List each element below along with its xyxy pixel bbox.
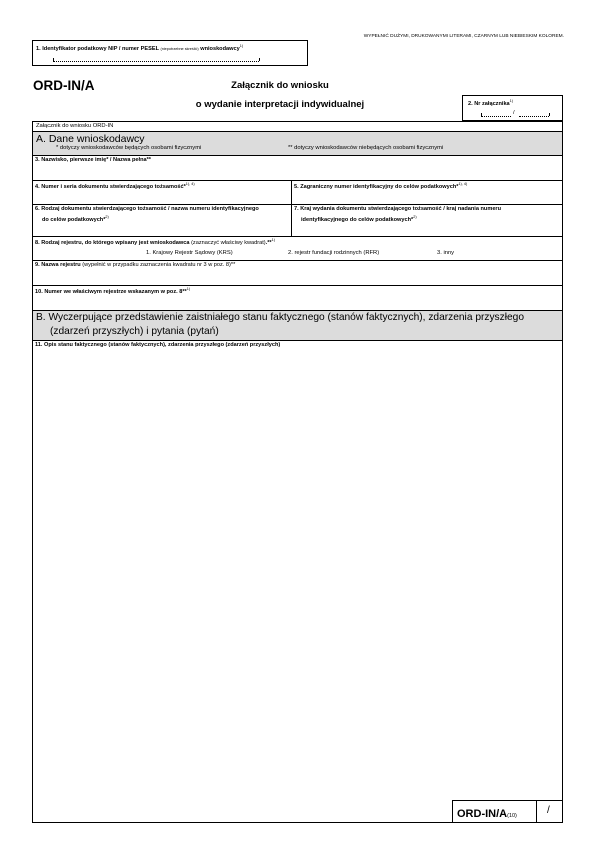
facts-description-label: 11. Opis stanu faktycznego (stanów faktycznych), zdarzenia przyszłego (zdarzeń przyszłych) xyxy=(35,342,281,348)
section-intro: Załącznik do wniosku ORD-IN xyxy=(36,123,114,129)
tax-id-label: 1. Identyfikator podatkowy NIP / numer PESEL (niepotrzebne skreślić) wnioskodawcy$^{1)}$ xyxy=(36,44,244,52)
form-title-line2: o wydanie interpretacji indywidualnej xyxy=(195,99,365,110)
register-name-label: 9. Nazwa rejestru (wypełnić w przypadku zaznaczenia kwadratu nr 3 w poz. 8)** xyxy=(35,262,236,268)
footer-form-code: ORD-IN/A(10) xyxy=(457,808,517,820)
register-name-field[interactable] xyxy=(33,261,562,284)
section-a-note-nonnatural: ** dotyczy wnioskodawców niebędących osobami fizycznymi xyxy=(288,145,444,151)
register-option-krs[interactable]: 1. Krajowy Rejestr Sądowy (KRS) xyxy=(146,250,233,256)
tax-id-field[interactable] xyxy=(32,40,308,66)
section-b-title-line2: (zdarzeń przyszłych) i pytania (pytań) xyxy=(50,326,219,337)
section-a-header xyxy=(33,132,562,155)
footer-page-slash: / xyxy=(547,805,550,816)
attachment-number-label: 2. Nr załącznika$^{1)}$ xyxy=(468,99,514,107)
register-number-field[interactable] xyxy=(33,286,562,309)
attachment-number-slash: / xyxy=(513,110,515,116)
register-type-label: 8. Rodzaj rejestru, do którego wpisany jest wnioskodawca (zaznaczyć właściwy kwadrat).**$^{1)}$ xyxy=(35,238,275,246)
id-document-type-field[interactable] xyxy=(33,205,291,235)
foreign-tax-id-field[interactable] xyxy=(292,181,562,203)
register-option-other[interactable]: 3. inny xyxy=(437,250,455,256)
foreign-tax-id-label: 5. Zagraniczny numer identyfikacyjny do celów podatkowych*$^{1), 4)}$ xyxy=(294,182,468,190)
section-a-note-natural: * dotyczy wnioskodawców będących osobami fizycznymi xyxy=(56,145,202,151)
facts-description-field[interactable] xyxy=(33,350,562,822)
name-field-label: 3. Nazwisko, pierwsze imię* / Nazwa pełna** xyxy=(35,157,151,163)
tax-id-entry-line xyxy=(53,57,259,62)
footer-form-code-box xyxy=(452,800,563,823)
id-document-number-field[interactable] xyxy=(33,181,291,203)
form-code: ORD-IN/A xyxy=(33,78,95,93)
issuing-country-label: 7. Kraj wydania dokumentu stwierdzającego tożsamość / kraj nadania numeru identyfikacyjnego do celów podatkowych*$^{2)}$ xyxy=(294,206,502,223)
name-field[interactable] xyxy=(33,156,562,179)
issuing-country-field[interactable] xyxy=(292,205,562,235)
register-option-rfr[interactable]: 2. rejestr fundacji rodzinnych (RFR) xyxy=(288,250,380,256)
id-document-type-label: 6. Rodzaj dokumentu stwierdzającego tożsamość / nazwa numeru identyfikacyjnego do celów podatkowych*$^{2)}$ xyxy=(35,206,259,223)
id-document-number-label: 4. Numer i seria dokumentu stwierdzającego tożsamość*$^{1), 4)}$ xyxy=(35,182,195,190)
form-title-line1: Załącznik do wniosku xyxy=(231,80,329,91)
section-b-header xyxy=(33,311,562,340)
section-a-title: A. Dane wnioskodawcy xyxy=(36,133,145,145)
attachment-number-field[interactable] xyxy=(462,95,563,121)
fill-instruction: WYPEŁNIĆ DUŻYMI, DRUKOWANYMI LITERAMI, CZARNYM LUB NIEBIESKIM KOLOREM. xyxy=(363,34,564,39)
register-number-label: 10. Numer we właściwym rejestrze wskazanym w poz. 8**$^{1)}$ xyxy=(35,287,191,295)
section-b-title-line1: B. Wyczerpujące przedstawienie zaistniałego stanu faktycznego (stanów faktycznych), zdarzenia przyszłego xyxy=(36,312,525,323)
